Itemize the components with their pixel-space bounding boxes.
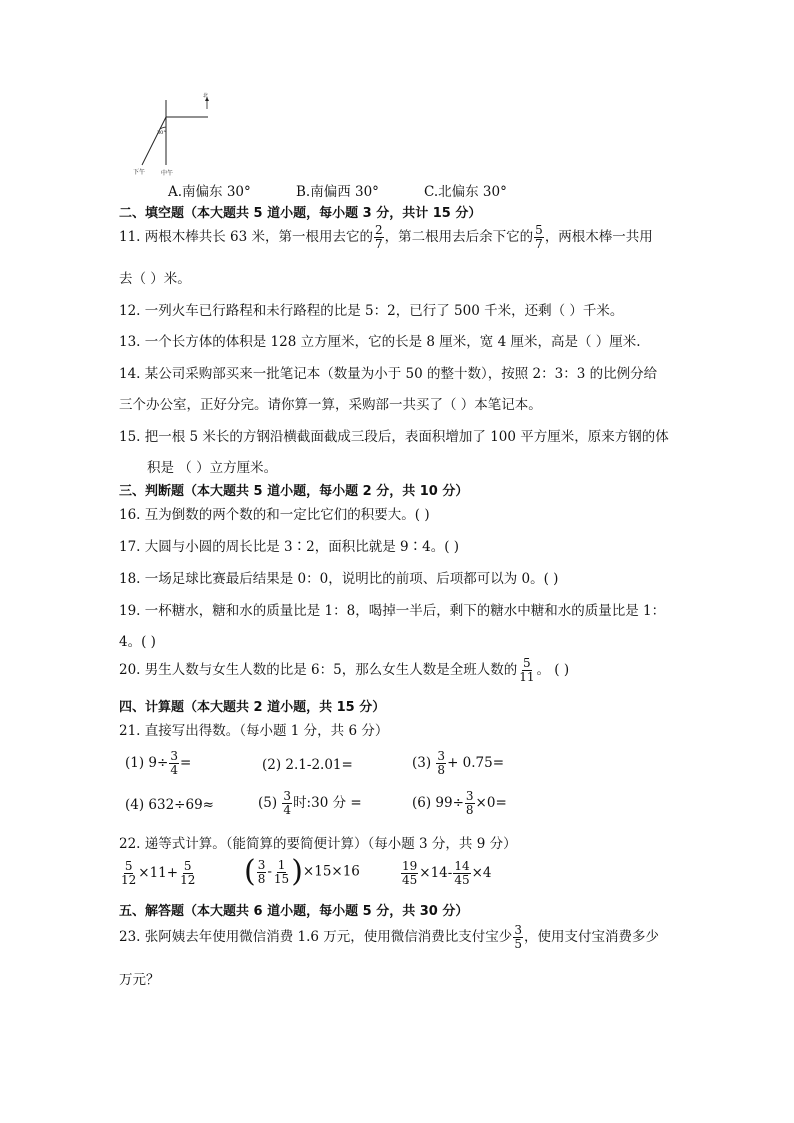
section-3-title: 三、判断题（本大题共 5 道小题，每小题 2 分，共 10 分）	[119, 484, 469, 499]
question-19-line1: 19. 一杯糖水，糖和水的质量比是 1：8，喝掉一半后，剩下的糖水中糖和水的质量比是 1：	[119, 603, 666, 619]
question-20: 20. 男生人数与女生人数的比是 6：5，那么女生人数是全班人数的 $\frac{5}{11}$ 。 ( )	[119, 656, 570, 684]
question-18: 18. 一场足球比赛最后结果是 0：0，说明比的前项、后项都可以为 0。( )	[119, 571, 559, 587]
expression-1: $\frac{5}{12}$ ×11+ $\frac{5}{12}$	[121, 859, 196, 887]
question-16: 16. 互为倒数的两个数的和一定比它们的积要大。( )	[119, 507, 430, 523]
figure-north-label: 北	[203, 93, 209, 99]
question-23-line2: 万元？	[119, 972, 160, 988]
question-12: 12. 一列火车已行路程和未行路程的比是 5：2，已行了 500 千米，还剩（ ）千米。	[119, 303, 624, 319]
calc-item-2: (2) 2.1-2.01=	[262, 757, 353, 773]
calc-item-6: (6) 99÷ $\frac{3}{8}$ ×0=	[412, 789, 507, 817]
question-11-line2: 去（ ）米。	[119, 271, 191, 287]
expression-2: ( $\frac{3}{8}$ - $\frac{1}{15}$ )×15×16	[244, 854, 360, 889]
calc-item-4: (4) 632÷69≈	[125, 797, 214, 813]
question-11: 11. 两根木棒共长 63 米，第一根用去它的 $\frac{2}{7}$ ，第二根用去后余下它的 $\frac{5}{7}$ ，两根木棒一共用	[119, 223, 653, 251]
question-13: 13. 一个长方体的体积是 128 立方厘米，它的长是 8 厘米，宽 4 厘米，高是（ ）厘米.	[119, 334, 641, 350]
question-14-line2: 三个办公室，正好分完。请你算一算，采购部一共买了（ ）本笔记本。	[119, 397, 542, 413]
calc-item-1: (1) 9÷ $\frac{3}{4}$ =	[125, 749, 192, 777]
section-2-title: 二、填空题（本大题共 5 道小题，每小题 3 分，共计 15 分）	[119, 206, 482, 221]
calc-item-5: (5) $\frac{3}{4}$ 时:30 分 =	[258, 789, 362, 817]
section-4-title: 四、计算题（本大题共 2 道小题，共 15 分）	[119, 700, 386, 715]
figure-angle-label: 30°	[157, 130, 166, 136]
question-21: 21. 直接写出得数。（每小题 1 分，共 6 分）	[119, 723, 389, 739]
question-15-line1: 15. 把一根 5 米长的方钢沿横截面截成三段后，表面积增加了 100 平方厘米，原来方钢的体	[119, 429, 669, 445]
figure-afternoon-label: 下午	[133, 169, 146, 176]
question-17: 17. 大圆与小圆的周长比是 3∶2，面积比就是 9∶4。( )	[119, 539, 460, 555]
section-5-title: 五、解答题（本大题共 6 道小题，每小题 5 分，共 30 分）	[119, 904, 469, 919]
question-22: 22. 递等式计算。（能简算的要简便计算）（每小题 3 分，共 9 分）	[119, 836, 517, 852]
figure-noon-label: 中午	[161, 170, 174, 177]
option-b: B.南偏西 30°	[296, 184, 379, 200]
calc-item-3: (3) $\frac{3}{8}$ + 0.75=	[412, 749, 505, 777]
option-c: C.北偏东 30°	[424, 184, 507, 200]
question-19-line2: 4。( )	[119, 634, 156, 650]
question-23: 23. 张阿姨去年使用微信消费 1.6 万元，使用微信消费比支付宝少 $\frac{3}{5}$ ，使用支付宝消费多少	[119, 923, 659, 951]
option-a: A.南偏东 30°	[168, 184, 251, 200]
question-15-line2: 积是 （ ）立方厘米。	[147, 460, 278, 476]
expression-3: $\frac{19}{45}$ ×14- $\frac{14}{45}$ ×4	[402, 859, 492, 887]
question-14-line1: 14. 某公司采购部买来一批笔记本（数量为小于 50 的整十数），按照 2：3：3 的比例分给	[119, 366, 658, 382]
